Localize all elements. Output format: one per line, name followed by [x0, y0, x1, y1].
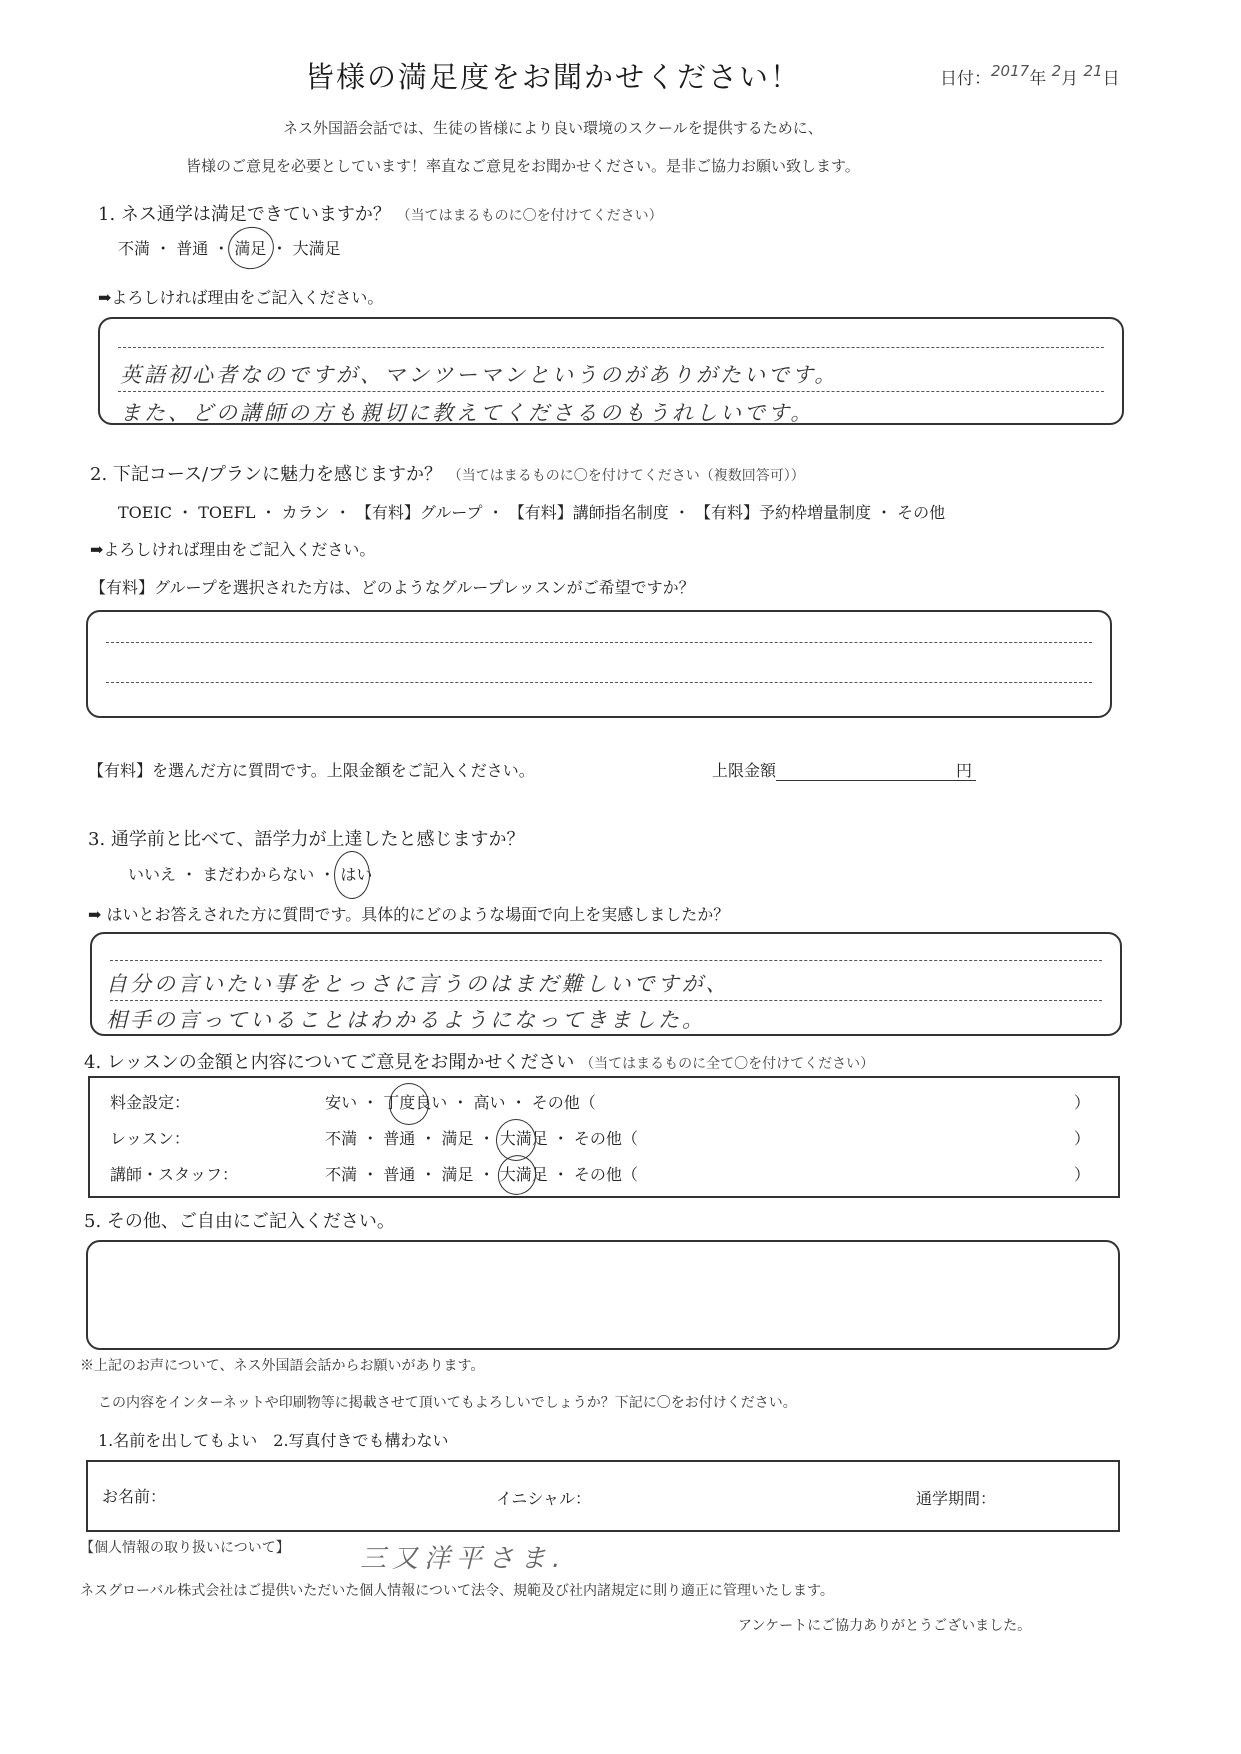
- row-option[interactable]: 普通: [383, 1129, 416, 1148]
- q2-option[interactable]: 【有料】予約枠増量制度: [694, 503, 871, 522]
- row-close-paren: ）: [1073, 1093, 1090, 1112]
- period-label[interactable]: 通学期間：: [916, 1489, 997, 1508]
- q3-answer-line-2: 相手の言っていることはわかるようになってきました。: [106, 1008, 706, 1032]
- q2-group-question: 【有料】グループを選択された方は、どのようなグループレッスンがご希望ですか？: [90, 578, 695, 597]
- q3-answer-line-1: 自分の言いたい事をとっさに言うのはまだ難しいですが、: [106, 972, 730, 996]
- q1-answer-line-1: 英語初心者なのですが、マンツーマンというのがありがたいです。: [120, 363, 839, 387]
- q2-option[interactable]: その他: [897, 503, 946, 522]
- date-label: 日付：: [940, 69, 991, 89]
- selection-circle: [334, 851, 370, 899]
- q1-question: [98, 200, 663, 226]
- thanks-message: アンケートにご協力ありがとうございました。: [738, 1618, 1032, 1634]
- answer-rule: [118, 347, 1104, 348]
- q4-row-staff: 講師・スタッフ： 不満 ・ 普通 ・ 満足 ・ 大満足 ・ その他（: [110, 1162, 638, 1185]
- q2-limit-question: 【有料】を選んだ方に質問です。上限金額をご記入ください。: [88, 761, 535, 780]
- profile-box: [86, 1460, 1120, 1532]
- privacy-heading: 【個人情報の取り扱いについて】: [80, 1540, 290, 1556]
- q2-option[interactable]: TOEIC: [118, 503, 173, 522]
- intro-line-1: ネス外国語会話では、生徒の皆様により良い環境のスクールを提供するために、: [283, 119, 823, 137]
- q1-note: （当てはまるものに〇を付けてください）: [396, 208, 663, 224]
- limit-input[interactable]: [776, 764, 976, 781]
- q3-answer-box[interactable]: [90, 932, 1122, 1036]
- row-label: 講師・スタッフ：: [110, 1165, 239, 1184]
- q4-question-text: 4. レッスンの金額と内容についてご意見をお聞かせください: [84, 1052, 575, 1073]
- row-option[interactable]: 満足: [441, 1165, 474, 1184]
- q2-limit-field: [712, 758, 972, 781]
- date-year[interactable]: 2017: [991, 62, 1030, 80]
- q2-group-answer-box[interactable]: [86, 610, 1112, 718]
- q4-question: [84, 1048, 874, 1074]
- q4-row-lesson: レッスン： 不満 ・ 普通 ・ 満足 ・ 大満足 ・ その他（: [110, 1126, 638, 1149]
- q1-options: 不満 ・ 普通 ・ 満足 ・ 大満足: [118, 236, 341, 259]
- row-option-selected[interactable]: 大満足: [500, 1129, 548, 1148]
- date-field: [940, 64, 1120, 89]
- q1-option[interactable]: 普通: [176, 239, 209, 258]
- q5-question: 5. その他、ご自由にご記入ください。: [84, 1211, 395, 1232]
- q5-answer-box[interactable]: [86, 1240, 1120, 1350]
- date-day[interactable]: 21: [1083, 62, 1103, 80]
- limit-unit: 円: [956, 761, 973, 780]
- row-option-selected[interactable]: 丁度良い: [383, 1093, 447, 1112]
- privacy-text: ネスグローバル株式会社はご提供いただいた個人情報について法令、規範及び社内諸規定に則り適正に管理いたします。: [80, 1583, 834, 1599]
- row-option[interactable]: 普通: [383, 1165, 416, 1184]
- date-month[interactable]: 2: [1051, 62, 1062, 80]
- row-option[interactable]: 満足: [441, 1129, 474, 1148]
- row-close-paren: ）: [1073, 1129, 1090, 1148]
- row-option[interactable]: その他（: [531, 1093, 596, 1112]
- row-option[interactable]: 不満: [325, 1165, 358, 1184]
- selection-circle: [492, 1150, 541, 1201]
- answer-rule: [106, 682, 1092, 683]
- selection-circle: [389, 1083, 429, 1125]
- q2-option[interactable]: TOEFL: [198, 503, 256, 522]
- q2-option[interactable]: カラン: [281, 503, 330, 522]
- row-option[interactable]: 安い: [325, 1093, 358, 1112]
- q1-option[interactable]: 大満足: [292, 239, 341, 258]
- q1-option[interactable]: 不満: [118, 239, 151, 258]
- row-label: レッスン：: [110, 1129, 190, 1148]
- q4-rating-table: [88, 1076, 1120, 1198]
- intro-line-2: 皆様のご意見を必要としています！率直なご意見をお聞かせください。是非ご協力お願い致します。: [186, 157, 860, 175]
- q3-question: 3. 通学前と比べて、語学力が上達したと感じますか？: [88, 829, 525, 850]
- answer-rule: [110, 1000, 1102, 1001]
- row-label: 料金設定：: [110, 1093, 191, 1112]
- q4-row-price: 料金設定： 安い ・ 丁度良い ・ 高い ・ その他（: [110, 1090, 596, 1113]
- row-close-paren: ）: [1073, 1165, 1090, 1184]
- row-option-selected[interactable]: 大満足: [500, 1165, 548, 1184]
- handwritten-name: 三又洋平さま.: [360, 1544, 567, 1574]
- q1-answer-line-2: また、どの講師の方も親切に教えてくださるのもうれしいです。: [120, 401, 815, 425]
- row-option[interactable]: 高い: [473, 1093, 506, 1112]
- q2-note: （当てはまるものに〇を付けてください（複数回答可））: [447, 468, 805, 484]
- month-unit: 月: [1061, 69, 1079, 89]
- q3-option[interactable]: いいえ: [128, 865, 177, 884]
- q1-question-text: 1. ネス通学は満足できていますか？: [98, 204, 391, 225]
- page-title: 皆様の満足度をお聞かせください！: [305, 60, 802, 94]
- initial-label[interactable]: イニシャル：: [496, 1489, 592, 1508]
- q2-question: [90, 460, 805, 486]
- q3-followup: ➡ はいとお答えされた方に質問です。具体的にどのような場面で向上を実感しましたか？: [88, 905, 730, 924]
- row-option[interactable]: 不満: [325, 1129, 358, 1148]
- year-unit: 年: [1029, 69, 1047, 89]
- q3-option[interactable]: まだわからない: [202, 865, 315, 884]
- row-option[interactable]: その他（: [573, 1165, 638, 1184]
- q1-reason-prompt: ➡よろしければ理由をご記入ください。: [98, 288, 384, 307]
- q2-option[interactable]: 【有料】グループ: [355, 503, 483, 522]
- answer-rule: [118, 391, 1104, 392]
- q4-note: （当てはまるものに全て〇を付けてください）: [580, 1056, 875, 1072]
- consent-options[interactable]: 1.名前を出してもよい 2.写真付きでも構わない: [98, 1431, 449, 1450]
- name-label[interactable]: お名前：: [102, 1487, 167, 1506]
- q2-option[interactable]: 【有料】講師指名制度: [508, 503, 669, 522]
- q1-answer-box[interactable]: [98, 317, 1124, 425]
- limit-label: 上限金額: [712, 761, 777, 780]
- selection-circle: [224, 222, 279, 274]
- answer-rule: [110, 960, 1102, 961]
- answer-rule: [106, 642, 1092, 643]
- q3-options: いいえ ・ まだわからない ・ はい: [128, 862, 372, 885]
- consent-question: この内容をインターネットや印刷物等に掲載させて頂いてもよろしいでしょうか？下記に〇をお付けください。: [98, 1395, 797, 1411]
- q2-question-text: 2. 下記コース/プランに魅力を感じますか？: [90, 464, 443, 485]
- row-option[interactable]: その他（: [573, 1129, 638, 1148]
- consent-note: ※上記のお声について、ネス外国語会話からお願いがあります。: [80, 1358, 485, 1374]
- q3-option-selected[interactable]: はい: [340, 865, 372, 884]
- q2-reason-prompt: ➡よろしければ理由をご記入ください。: [90, 540, 376, 559]
- q1-option-selected[interactable]: 満足: [234, 239, 266, 258]
- q2-options: TOEIC ・ TOEFL ・ カラン ・ 【有料】グループ ・ 【有料】講師指名制度 ・ 【有料】予約枠増量制度 ・ その他: [118, 503, 946, 522]
- selection-circle: [496, 1119, 536, 1161]
- day-unit: 日: [1102, 69, 1120, 89]
